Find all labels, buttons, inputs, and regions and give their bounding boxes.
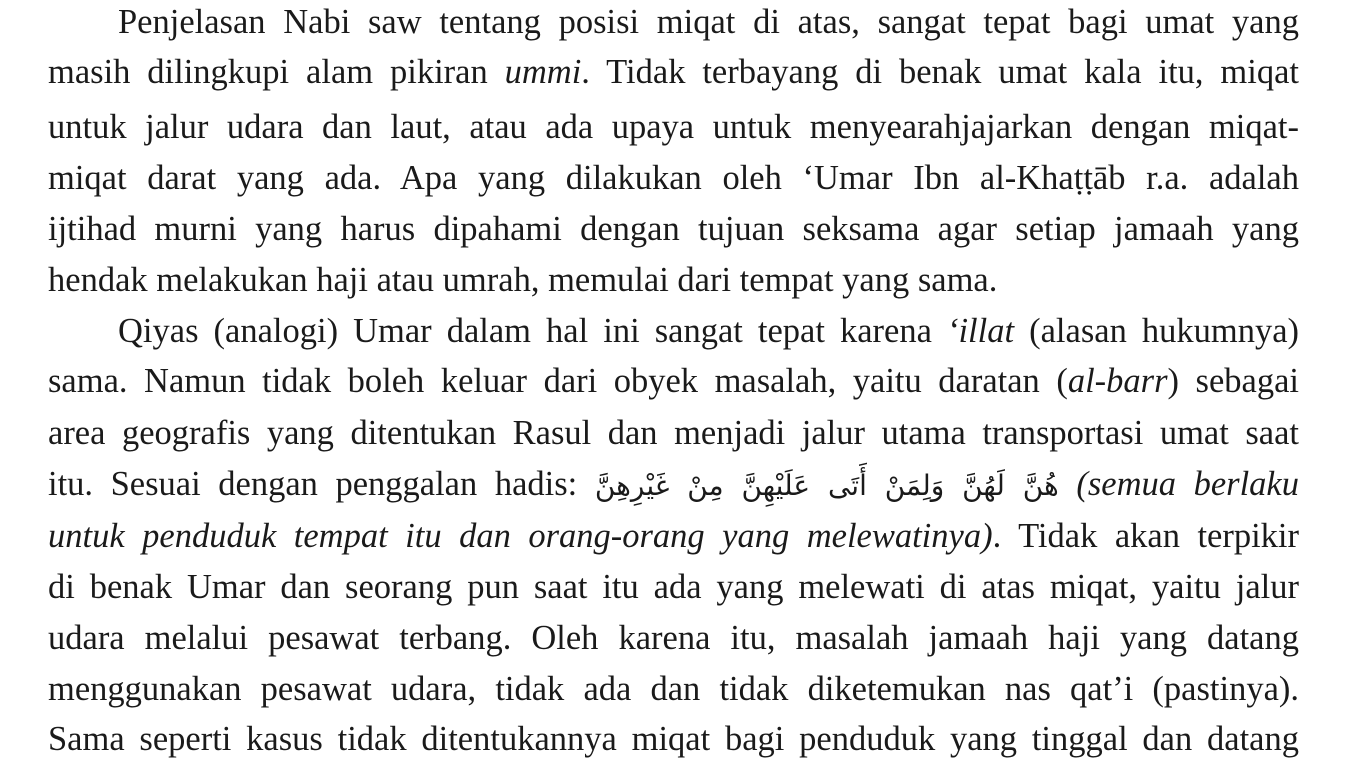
italic-translation: (semua berlaku (1058, 465, 1299, 503)
paragraph-2-line-4 (48, 458, 1299, 510)
italic-term: al-barr (1067, 362, 1168, 400)
paragraph-2-line-7 (48, 612, 1299, 664)
text-run: udara melalui pesawat terbang. Oleh karena itu, masalah jamaah haji yang datang (48, 619, 1299, 657)
italic-term: ‘illat (946, 312, 1015, 350)
text-run: . Tidak terbayang di benak umat kala itu, miqat (581, 53, 1299, 91)
text-run: area geografis yang ditentukan Rasul dan menjadi jalur utama transportasi umat saat (48, 414, 1299, 452)
paragraph-2-line-6 (48, 561, 1299, 613)
paragraph-1-line-6 (48, 254, 1299, 306)
text-run: Sama seperti kasus tidak ditentukannya miqat bagi penduduk yang tinggal dan datang (48, 720, 1299, 758)
paragraph-1-line-5 (48, 203, 1299, 255)
text-run: itu. Sesuai dengan penggalan hadis: (48, 465, 595, 503)
text-run: ) sebagai (1167, 362, 1299, 400)
paragraph-1-line-1 (118, 0, 1299, 48)
text-run: ijtihad murni yang harus dipahami dengan tujuan seksama agar setiap jamaah yang (48, 210, 1299, 248)
paragraph-1-line-3 (48, 101, 1299, 153)
paragraph-2-line-2 (48, 355, 1299, 407)
text-run: untuk jalur udara dan laut, atau ada upaya untuk menyearahjajarkan dengan miqat- (48, 108, 1299, 146)
italic-term: ummi (504, 53, 582, 91)
text-run: Qiyas (analogi) Umar dalam hal ini sangat tepat karena (118, 312, 947, 350)
text-run: menggunakan pesawat udara, tidak ada dan tidak diketemukan nas qat’i (pastinya). (48, 670, 1299, 708)
paragraph-2-line-5 (48, 510, 1299, 562)
paragraph-1-line-4 (48, 152, 1299, 204)
text-run: sama. Namun tidak boleh keluar dari obyek masalah, yaitu daratan ( (48, 362, 1068, 400)
paragraph-2-line-8 (48, 663, 1299, 715)
paragraph-2-line-3 (48, 407, 1299, 459)
paragraph-2-line-1 (118, 305, 1299, 357)
text-run: masih dilingkupi alam pikiran (48, 53, 505, 91)
text-run: di benak Umar dan seorang pun saat itu ada yang melewati di atas miqat, yaitu jalur (48, 568, 1299, 606)
text-run: . Tidak akan terpikir (992, 517, 1299, 555)
text-run: miqat darat yang ada. Apa yang dilakukan oleh ‘Umar Ibn al-Khaṭṭāb r.a. adalah (48, 159, 1299, 197)
arabic-hadith-quote: هُنَّ لَهُنَّ وَلِمَنْ أَتَى عَلَيْهِنَّ مِنْ غَيْرِهِنَّ (594, 469, 1059, 502)
text-run: Penjelasan Nabi saw tentang posisi miqat di atas, sangat tepat bagi umat yang (118, 3, 1299, 41)
text-run: hendak melakukan haji atau umrah, memulai dari tempat yang sama. (48, 261, 998, 299)
italic-translation: untuk penduduk tempat itu dan orang-orang yang melewatinya) (48, 517, 993, 555)
text-run: (alasan hukumnya) (1014, 312, 1299, 350)
paragraph-2-line-9 (48, 713, 1299, 765)
paragraph-1-line-2 (48, 46, 1299, 98)
